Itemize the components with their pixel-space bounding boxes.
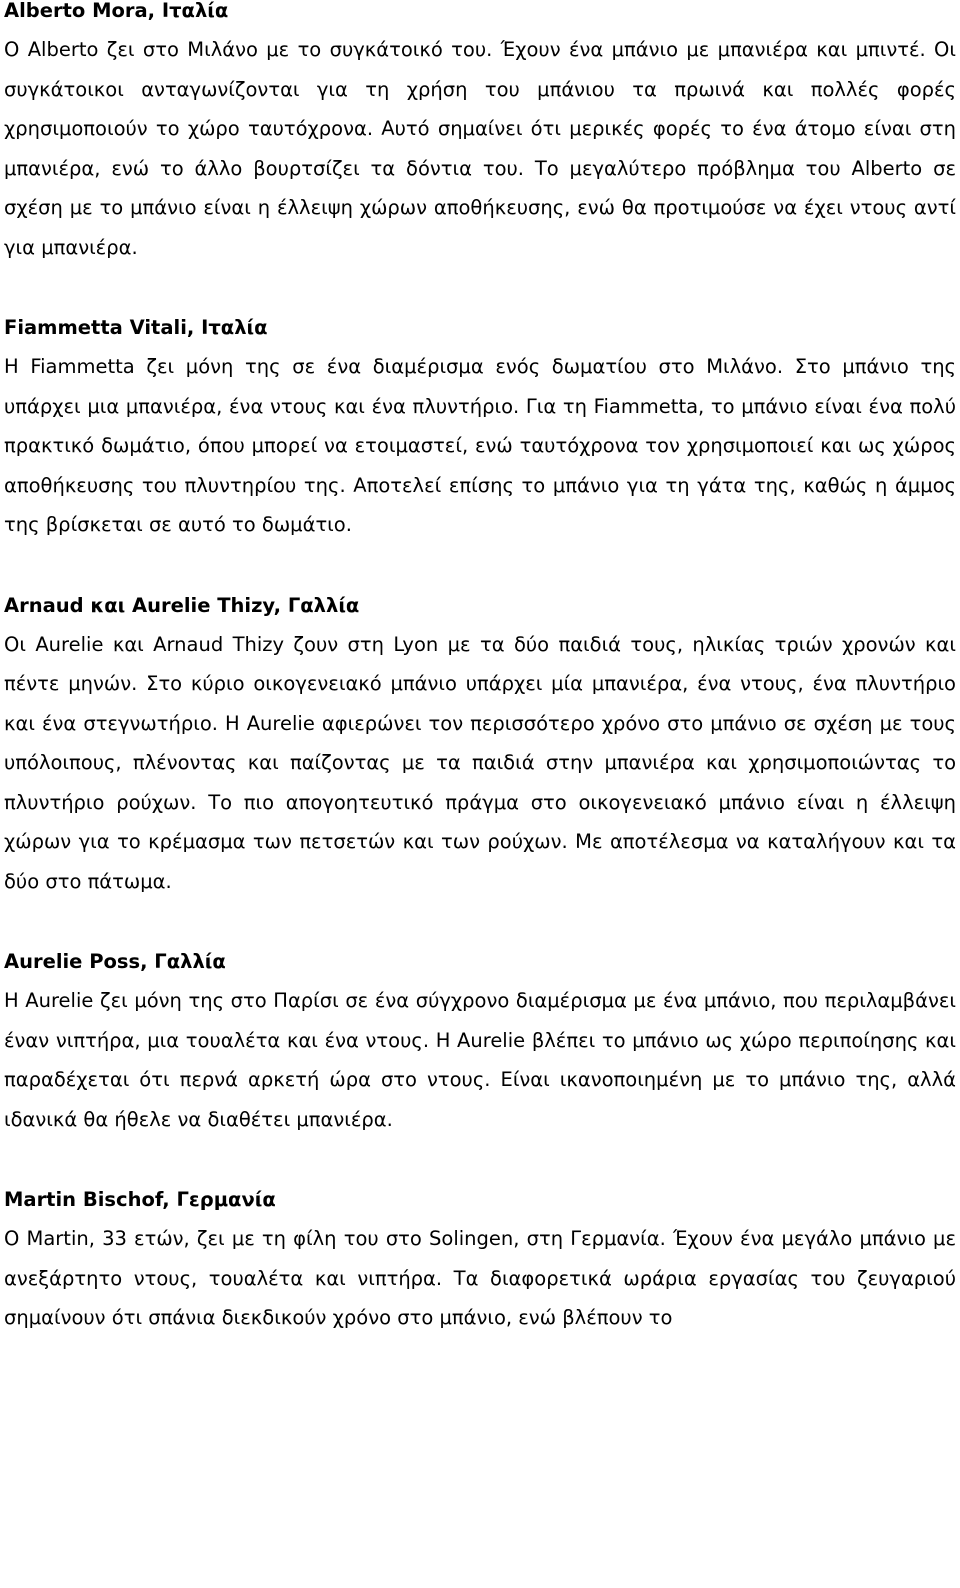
profile-heading: Fiammetta Vitali, Ιταλία [4, 316, 268, 339]
profile-heading: Aurelie Poss, Γαλλία [4, 950, 226, 973]
profile-alberto-mora [0, 0, 960, 267]
profile-paragraph: Η Fiammetta ζει μόνη της σε ένα διαμέρισμα ενός δωματίου στο Μιλάνο. Στο μπάνιο της υπάρχει μια μπανιέρα, ένα ντους και ένα πλυντήριο. Για τη Fiammetta, το μπάνιο είναι ένα πολύ πρακτικό δωμάτιο, όπου μπορεί να ετοιμαστεί, ενώ ταυτόχρονα τον χρησιμοποιεί και ως χώρος αποθήκευσης του πλυντηρίου της. Αποτελεί επίσης το μπάνιο για τη γάτα της, καθώς η άμμος της βρίσκεται σε αυτό το δωμάτιο. [4, 355, 956, 536]
profile-martin-bischof [0, 1181, 960, 1338]
profile-heading: Alberto Mora, Ιταλία [4, 0, 229, 22]
profile-paragraph: Η Aurelie ζει μόνη της στο Παρίσι σε ένα σύγχρονο διαμέρισμα με ένα μπάνιο, που περιλαμβάνει έναν νιπτήρα, μια τουαλέτα και ένα ντους. Η Aurelie βλέπει το μπάνιο ως χώρο περιποίησης και παραδέχεται ότι περνά αρκετή ώρα στο ντους. Είναι ικανοποιημένη με το μπάνιο της, αλλά ιδανικά θα ήθελε να διαθέτει μπανιέρα. [4, 989, 956, 1131]
profile-aurelie-poss [0, 943, 960, 1139]
profile-paragraph: Οι Aurelie και Arnaud Thizy ζουν στη Lyon με τα δύο παιδιά τους, ηλικίας τριών χρονών και πέντε μηνών. Στο κύριο οικογενειακό μπάνιο υπάρχει μία μπανιέρα, ένα ντους, ένα πλυντήριο και ένα στεγνωτήριο. Η Aurelie αφιερώνει τον περισσότερο χρόνο στο μπάνιο σε σχέση με τους υπόλοιπους, πλένοντας και παίζοντας με τα παιδιά στην μπανιέρα και χρησιμοποιώντας το πλυντήριο ρούχων. Το πιο απογοητευτικό πράγμα στο οικογενειακό μπάνιο είναι η έλλειψη χώρων για το κρέμασμα των πετσετών και των ρούχων. Με αποτέλεσμα να καταλήγουν και τα δύο στο πάτωμα. [4, 632, 956, 893]
profile-heading: Martin Bischof, Γερμανία [4, 1188, 276, 1211]
profile-arnaud-aurelie-thizy [0, 587, 960, 902]
profile-fiammetta-vitali [0, 309, 960, 545]
profile-paragraph: Ο Martin, 33 ετών, ζει με τη φίλη του στο Solingen, στη Γερμανία. Έχουν ένα μεγάλο μπάνιο με ανεξάρτητο ντους, τουαλέτα και νιπτήρα. Τα διαφορετικά ωράρια εργασίας του ζευγαριού σημαίνουν ότι σπάνια διεκδικούν χρόνο στο μπάνιο, ενώ βλέπουν το [4, 1227, 956, 1329]
profile-heading: Arnaud και Aurelie Thizy, Γαλλία [4, 593, 360, 617]
profile-paragraph: Ο Alberto ζει στο Μιλάνο με το συγκάτοικό του. Έχουν ένα μπάνιο με μπανιέρα και μπιντέ. Οι συγκάτοικοι ανταγωνίζονται για τη χρήση του μπάνιου τα πρωινά και πολλές φορές χρησιμοποιούν το χώρο ταυτόχρονα. Αυτό σημαίνει ότι μερικές φορές το ένα άτομο είναι στη μπανιέρα, ενώ το άλλο βουρτσίζει τα δόντια του. Το μεγαλύτερο πρόβλημα του Alberto σε σχέση με το μπάνιο είναι η έλλειψη χώρων αποθήκευσης, ενώ θα προτιμούσε να έχει ντους αντί για μπανιέρα. [4, 38, 956, 259]
